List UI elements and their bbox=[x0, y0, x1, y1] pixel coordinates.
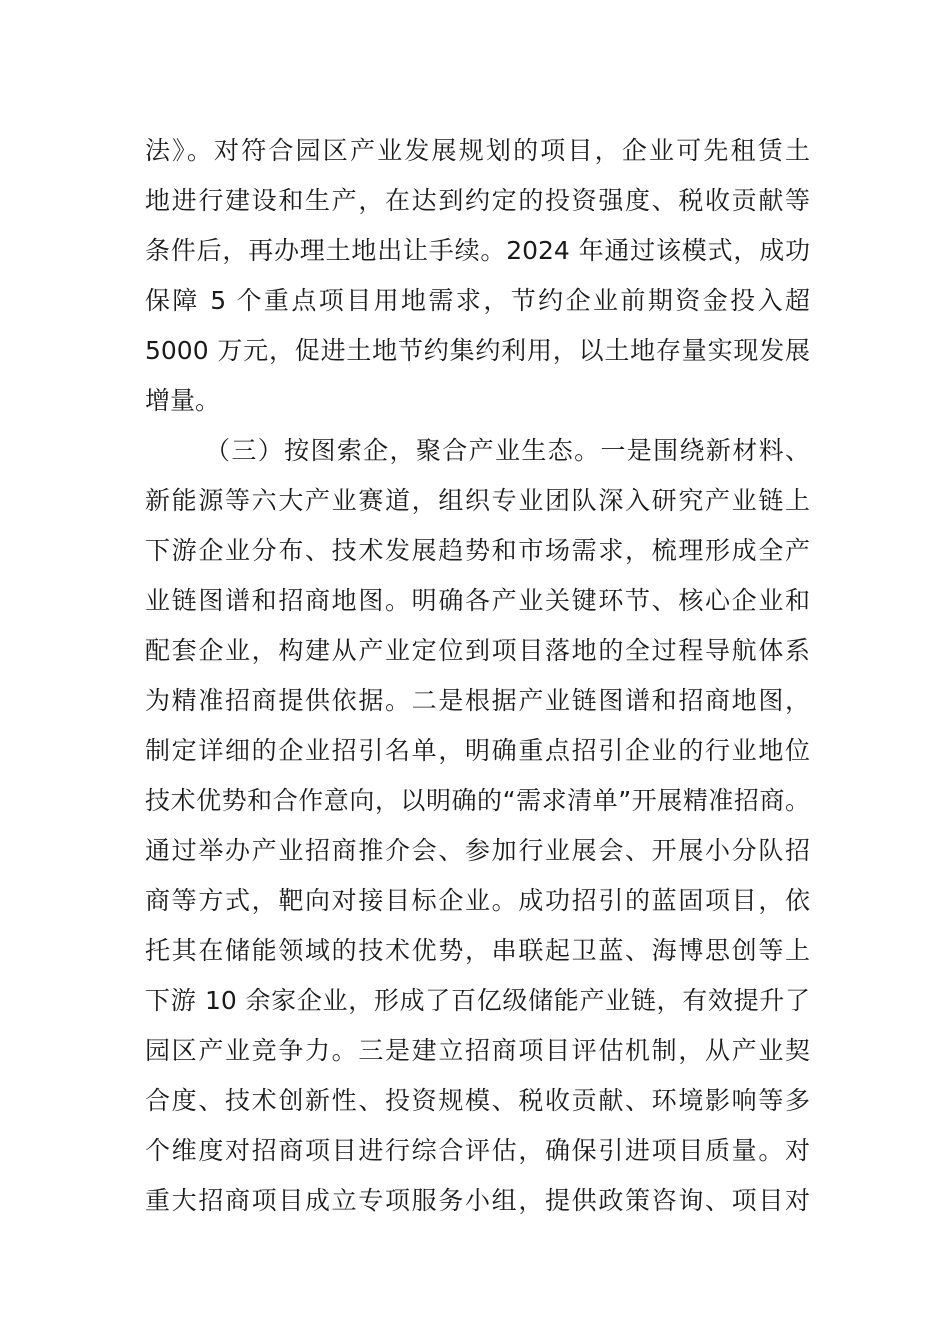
text-line: 托其在储能领域的技术优势，串联起卫蓝、海博思创等上 bbox=[145, 936, 810, 965]
text-line: 重大招商项目成立专项服务小组，提供政策咨询、项目对 bbox=[145, 1186, 810, 1215]
text-line: 业链图谱和招商地图。明确各产业关键环节、核心企业和 bbox=[145, 586, 810, 615]
paragraph-industry-ecology bbox=[145, 426, 810, 1226]
text-line: 合度、技术创新性、投资规模、税收贡献、环境影响等多 bbox=[145, 1086, 810, 1115]
text-line: 园区产业竞争力。三是建立招商项目评估机制，从产业契 bbox=[145, 1036, 810, 1065]
text-line: 新能源等六大产业赛道，组织专业团队深入研究产业链上 bbox=[145, 486, 810, 515]
text-line: 下游企业分布、技术发展趋势和市场需求，梳理形成全产 bbox=[145, 536, 810, 565]
text-line: 条件后，再办理土地出让手续。2024 年通过该模式，成功 bbox=[145, 236, 810, 265]
text-line: 5000 万元，促进土地节约集约利用，以土地存量实现发展 bbox=[145, 336, 810, 365]
text-line: 配套企业，构建从产业定位到项目落地的全过程导航体系 bbox=[145, 636, 810, 665]
text-line: 下游 10 余家企业，形成了百亿级储能产业链，有效提升了 bbox=[145, 986, 810, 1015]
text-line: 增量。 bbox=[145, 386, 221, 415]
text-line: 法》。对符合园区产业发展规划的项目，企业可先租赁土 bbox=[145, 136, 810, 165]
text-line: 为精准招商提供依据。二是根据产业链图谱和招商地图， bbox=[145, 686, 810, 715]
text-line: 保障 5 个重点项目用地需求，节约企业前期资金投入超 bbox=[145, 286, 810, 315]
text-line: 通过举办产业招商推介会、参加行业展会、开展小分队招 bbox=[145, 836, 810, 865]
text-line: 制定详细的企业招引名单，明确重点招引企业的行业地位 bbox=[145, 736, 810, 765]
paragraph-land-lease bbox=[145, 126, 810, 426]
section-heading-line: （三）按图索企，聚合产业生态。一是围绕新材料、 bbox=[205, 436, 810, 465]
text-line: 技术优势和合作意向，以明确的“需求清单”开展精准招商。 bbox=[145, 786, 810, 815]
text-line: 商等方式，靶向对接目标企业。成功招引的蓝固项目，依 bbox=[145, 886, 810, 915]
text-line: 地进行建设和生产，在达到约定的投资强度、税收贡献等 bbox=[145, 186, 810, 215]
document-body bbox=[145, 126, 810, 1226]
text-line: 个维度对招商项目进行综合评估，确保引进项目质量。对 bbox=[145, 1136, 810, 1165]
